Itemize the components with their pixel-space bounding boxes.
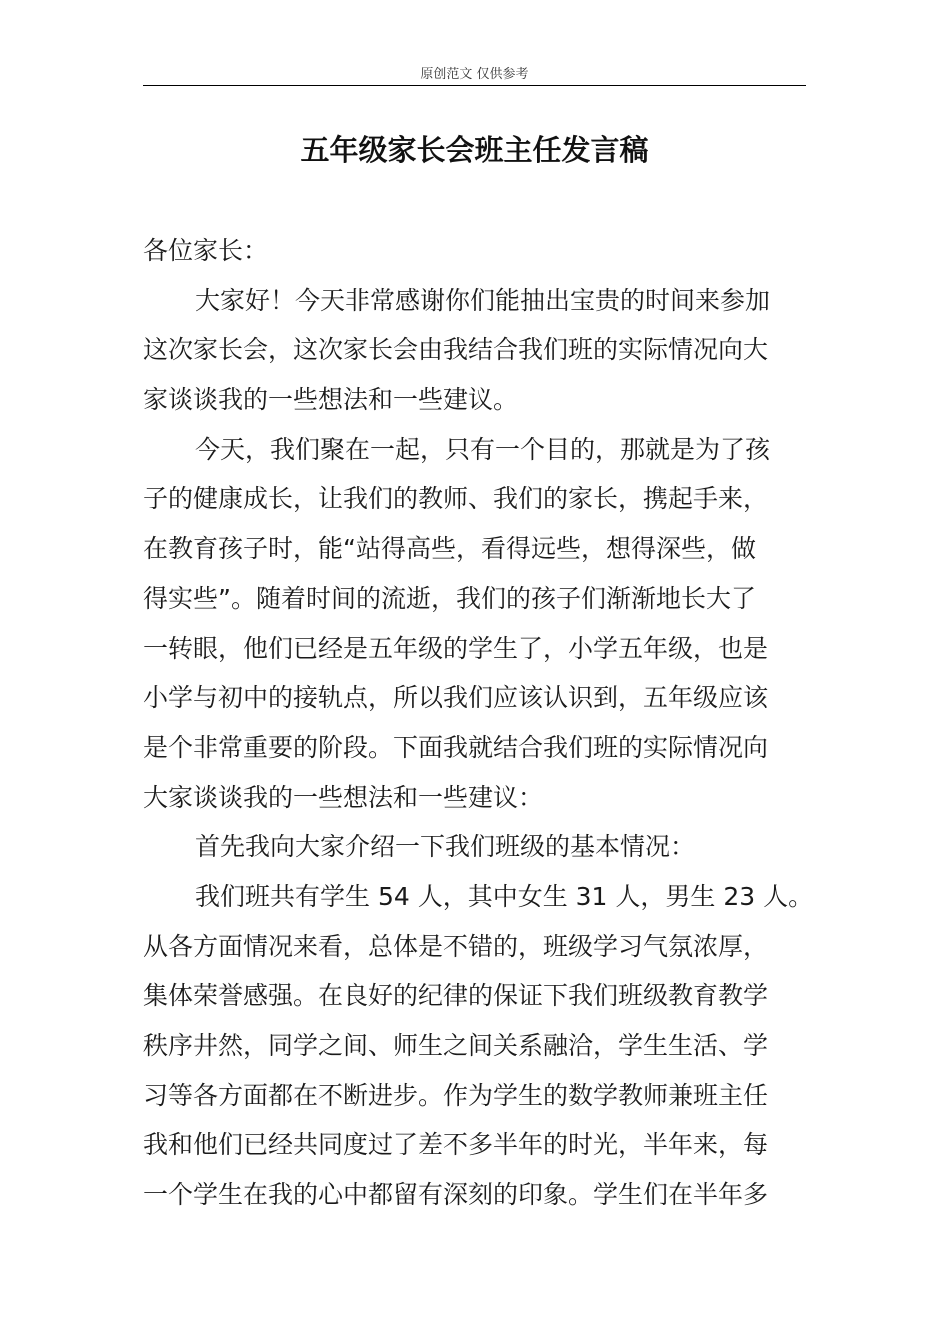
text-line: 各位家长：	[143, 236, 269, 265]
text-line: 在教育孩子时，能“站得高些，看得远些，想得深些，做	[143, 534, 756, 564]
header-divider	[143, 85, 806, 86]
text-line: 首先我向大家介绍一下我们班级的基本情况：	[195, 832, 696, 862]
text-line: 从各方面情况来看，总体是不错的，班级学习气氛浓厚，	[143, 931, 769, 961]
text-line: 是个非常重要的阶段。下面我就结合我们班的实际情况向	[143, 732, 769, 762]
text-line: 这次家长会，这次家长会由我结合我们班的实际情况向大	[143, 335, 769, 365]
text-line: 小学与初中的接轨点，所以我们应该认识到，五年级应该	[143, 683, 769, 713]
text-line: 一个学生在我的心中都留有深刻的印象。学生们在半年多	[143, 1180, 769, 1210]
text-line: 秩序井然，同学之间、师生之间关系融洽，学生生活、学	[143, 1031, 769, 1060]
text-line: 一转眼，他们已经是五年级的学生了，小学五年级，也是	[143, 633, 769, 663]
text-line: 大家谈谈我的一些想法和一些建议：	[143, 782, 544, 812]
document-body	[143, 226, 814, 1220]
text-line: 得实些”。随着时间的流逝，我们的孩子们渐渐地长大了	[143, 583, 756, 613]
text-line: 家谈谈我的一些想法和一些建议。	[143, 385, 519, 415]
document-title: 五年级家长会班主任发言稿	[300, 133, 649, 167]
text-line: 习等各方面都在不断进步。作为学生的数学教师兼班主任	[143, 1080, 769, 1110]
text-line: 我和他们已经共同度过了差不多半年的时光，半年来，每	[143, 1130, 769, 1160]
text-line: 今天，我们聚在一起，只有一个目的，那就是为了孩	[195, 434, 771, 464]
text-line: 我们班共有学生 54 人，其中女生 31 人，男生 23 人。	[195, 881, 814, 911]
header-note: 原创范文 仅供参考	[420, 67, 529, 82]
text-line: 子的健康成长，让我们的教师、我们的家长，携起手来，	[143, 484, 769, 514]
text-line: 集体荣誉感强。在良好的纪律的保证下我们班级教育教学	[143, 981, 769, 1011]
text-line: 大家好！今天非常感谢你们能抽出宝贵的时间来参加	[195, 285, 771, 315]
